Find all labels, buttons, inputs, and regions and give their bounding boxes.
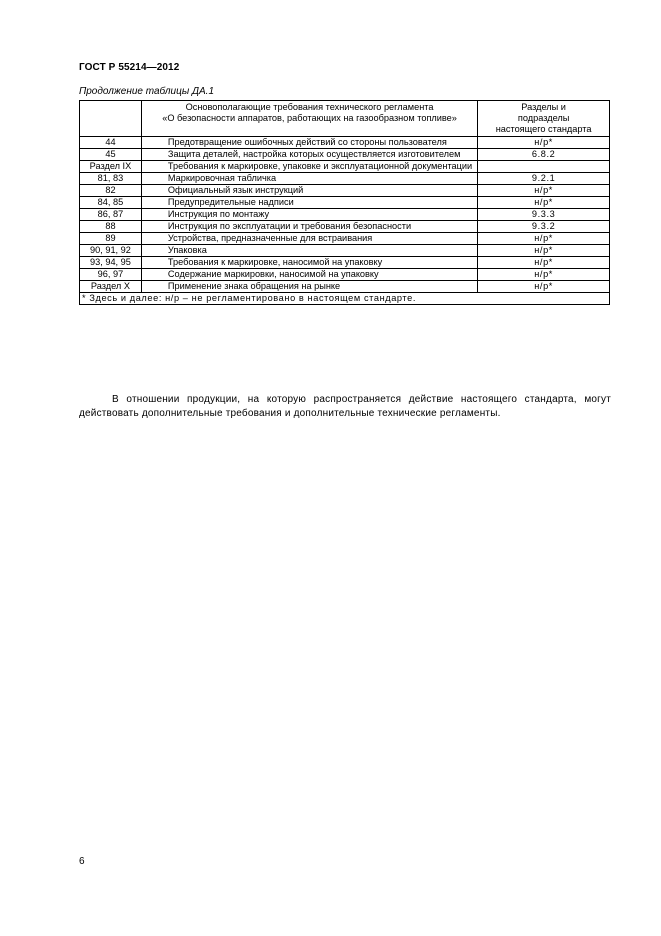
table-row bbox=[80, 149, 610, 161]
body-paragraph: В отношении продукции, на которую распространяется действие настоящего стандарта, могут действовать дополнительные требования и дополнительные технические регламенты. bbox=[79, 394, 611, 419]
row-number: 81, 83 bbox=[80, 173, 142, 185]
table-row bbox=[80, 137, 610, 149]
row-section bbox=[478, 161, 610, 173]
header-requirements-line2: «О безопасности аппаратов, работающих на газообразном топливе» bbox=[162, 113, 457, 123]
row-requirement: Требования к маркировке, упаковке и эксплуатационной документации bbox=[141, 161, 477, 173]
table-row bbox=[80, 197, 610, 209]
requirements-table bbox=[79, 100, 610, 305]
header-sections-line1: Разделы и bbox=[521, 102, 566, 112]
row-section: 9.2.1 bbox=[478, 173, 610, 185]
table-footnote: * Здесь и далее: н/р – не регламентировано в настоящем стандарте. bbox=[80, 293, 610, 305]
row-section: н/р* bbox=[478, 197, 610, 209]
table-row bbox=[80, 173, 610, 185]
row-number: 88 bbox=[80, 221, 142, 233]
table-row bbox=[80, 221, 610, 233]
row-section: н/р* bbox=[478, 233, 610, 245]
document-header: ГОСТ Р 55214—2012 bbox=[79, 62, 180, 73]
row-requirement: Требования к маркировке, наносимой на упаковку bbox=[141, 257, 477, 269]
row-requirement: Применение знака обращения на рынке bbox=[141, 281, 477, 293]
header-requirements-line1: Основополагающие требования технического регламента bbox=[185, 102, 434, 112]
row-section: н/р* bbox=[478, 137, 610, 149]
table-header-row bbox=[80, 101, 610, 137]
row-section: н/р* bbox=[478, 257, 610, 269]
header-cell-requirements bbox=[141, 101, 477, 137]
header-sections-line3: настоящего стандарта bbox=[495, 124, 592, 134]
row-number: 86, 87 bbox=[80, 209, 142, 221]
row-requirement: Официальный язык инструкций bbox=[141, 185, 477, 197]
page-number: 6 bbox=[79, 856, 85, 867]
row-requirement: Устройства, предназначенные для встраивания bbox=[141, 233, 477, 245]
header-cell-sections bbox=[478, 101, 610, 137]
row-section: 9.3.2 bbox=[478, 221, 610, 233]
row-requirement: Инструкция по эксплуатации и требования безопасности bbox=[141, 221, 477, 233]
row-requirement: Предотвращение ошибочных действий со стороны пользователя bbox=[141, 137, 477, 149]
row-number: 93, 94, 95 bbox=[80, 257, 142, 269]
row-number: 44 bbox=[80, 137, 142, 149]
table-row bbox=[80, 161, 610, 173]
table-row bbox=[80, 281, 610, 293]
table-row bbox=[80, 257, 610, 269]
row-section: 9.3.3 bbox=[478, 209, 610, 221]
row-section: 6.8.2 bbox=[478, 149, 610, 161]
row-requirement: Упаковка bbox=[141, 245, 477, 257]
table-row bbox=[80, 269, 610, 281]
row-section: н/р* bbox=[478, 185, 610, 197]
row-section: н/р* bbox=[478, 281, 610, 293]
table-row bbox=[80, 233, 610, 245]
table-row bbox=[80, 209, 610, 221]
row-requirement: Содержание маркировки, наносимой на упаковку bbox=[141, 269, 477, 281]
row-requirement: Защита деталей, настройка которых осуществляется изготовителем bbox=[141, 149, 477, 161]
row-requirement: Инструкция по монтажу bbox=[141, 209, 477, 221]
table-row bbox=[80, 245, 610, 257]
row-number: 89 bbox=[80, 233, 142, 245]
row-number: 96, 97 bbox=[80, 269, 142, 281]
row-number: Раздел X bbox=[80, 281, 142, 293]
table-row bbox=[80, 185, 610, 197]
row-number: 84, 85 bbox=[80, 197, 142, 209]
margin-edge-mark bbox=[609, 133, 610, 145]
row-number: Раздел IX bbox=[80, 161, 142, 173]
row-requirement: Предупредительные надписи bbox=[141, 197, 477, 209]
row-number: 90, 91, 92 bbox=[80, 245, 142, 257]
header-sections-line2: подразделы bbox=[517, 113, 570, 123]
footnote-row bbox=[80, 293, 610, 305]
row-section: н/р* bbox=[478, 269, 610, 281]
table-caption: Продолжение таблицы ДА.1 bbox=[79, 86, 215, 97]
header-cell-number bbox=[80, 101, 142, 137]
row-requirement: Маркировочная табличка bbox=[141, 173, 477, 185]
row-section: н/р* bbox=[478, 245, 610, 257]
row-number: 45 bbox=[80, 149, 142, 161]
row-number: 82 bbox=[80, 185, 142, 197]
